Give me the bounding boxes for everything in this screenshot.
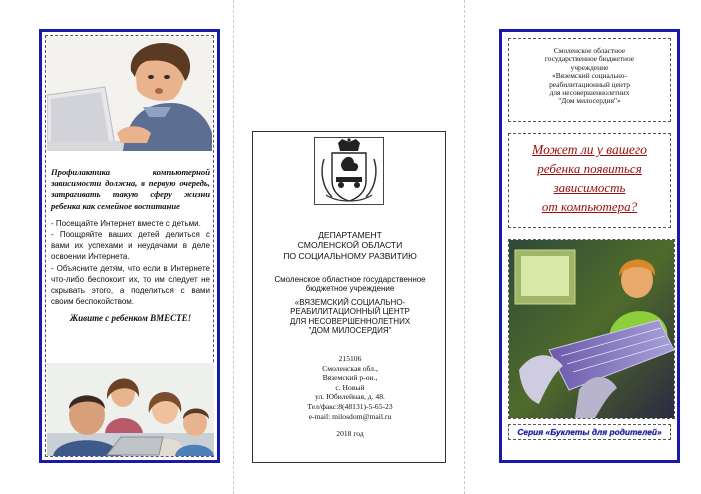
address-village: с. Новый (335, 382, 365, 392)
org-line-2: РЕАБИЛИТАЦИОННЫЙ ЦЕНТР (290, 307, 410, 317)
left-text-block (51, 167, 210, 325)
header-line-6: для несовершеннолетних (549, 88, 630, 98)
publication-year: 2018 год (336, 429, 364, 439)
header-line-3: учреждение (570, 62, 609, 72)
title-line-2: ребенка появиться (537, 161, 642, 176)
dept-line-3: ПО СОЦИАЛЬНОМУ РАЗВИТИЮ (283, 250, 417, 261)
address-district: Вяземский р-он., (322, 373, 378, 383)
address-street: ул. Юбилейная, д. 48. (315, 392, 385, 402)
fold-line-1 (233, 0, 234, 494)
email: e-mail: milosdom@mail.ru (308, 411, 392, 421)
tip-encourage-sharing: - Поощряйте ваших детей делиться с вами их успехами и неудачами в деле освоении Интернета. (51, 230, 210, 262)
title-line-3: зависимость (553, 180, 626, 195)
header-line-1: Смоленское областное (553, 46, 626, 55)
org-line-1: «ВЯЗЕМСКИЙ СОЦИАЛЬНО- (294, 297, 406, 307)
department-block (257, 230, 443, 261)
smolensk-coat-of-arms (314, 137, 384, 205)
left-panel (39, 29, 220, 463)
booklet-title (508, 133, 671, 228)
org-line-4: "ДОМ МИЛОСЕРДИЯ" (308, 326, 392, 336)
organization-block (257, 275, 443, 335)
header-line-7: "Дом милосердия"» (558, 96, 621, 106)
org-line-3: ДЛЯ НЕСОВЕРШЕННОЛЕТНИХ (289, 316, 411, 326)
address-block (257, 354, 443, 439)
tip-visit-together: - Посещайте Интернет вместе с детьми. (51, 218, 201, 228)
slogan: Живите с ребенком ВМЕСТЕ! (69, 313, 192, 324)
series-caption: Серия «Буклеты для родителей» (517, 427, 662, 437)
dept-line-2: СМОЛЕНСКОЙ ОБЛАСТИ (297, 240, 403, 251)
header-line-4: «Вяземский социально- (552, 71, 627, 81)
prevention-intro: Профилактика компьютерной зависимости должна, в первую очередь, затрагивать такую сферу жизни ребенка как семейное воспитание (51, 167, 210, 211)
header-line-2: государственное бюджетное (544, 54, 635, 64)
address-index: 215106 (338, 354, 362, 363)
child-computer-addiction-photo (508, 239, 675, 419)
series-caption-box (508, 424, 671, 440)
family-at-laptop-photo (47, 363, 214, 456)
right-panel (499, 29, 680, 463)
title-line-1: Может ли у вашего (532, 142, 647, 157)
dept-line-1: ДЕПАРТАМЕНТ (318, 230, 382, 240)
phone-fax: Тел/факс:8(48131)-5-65-23 (307, 401, 393, 411)
institution-header (508, 38, 671, 122)
boy-at-laptop-photo (47, 37, 212, 151)
address-region: Смоленская обл., (322, 363, 378, 373)
org-type: Смоленское областное государственное бюджетное учреждение (274, 275, 426, 294)
header-line-5: реабилитационный центр (549, 79, 630, 89)
title-line-4: от компьютера? (541, 199, 638, 214)
tip-explain-to-children: - Объясните детям, что если в Интернете что-либо беспокоит их, то им следует не скрывать этого, а поделиться с вами своим беспокойством. (51, 263, 210, 307)
fold-line-2 (464, 0, 465, 494)
middle-panel (252, 131, 446, 463)
